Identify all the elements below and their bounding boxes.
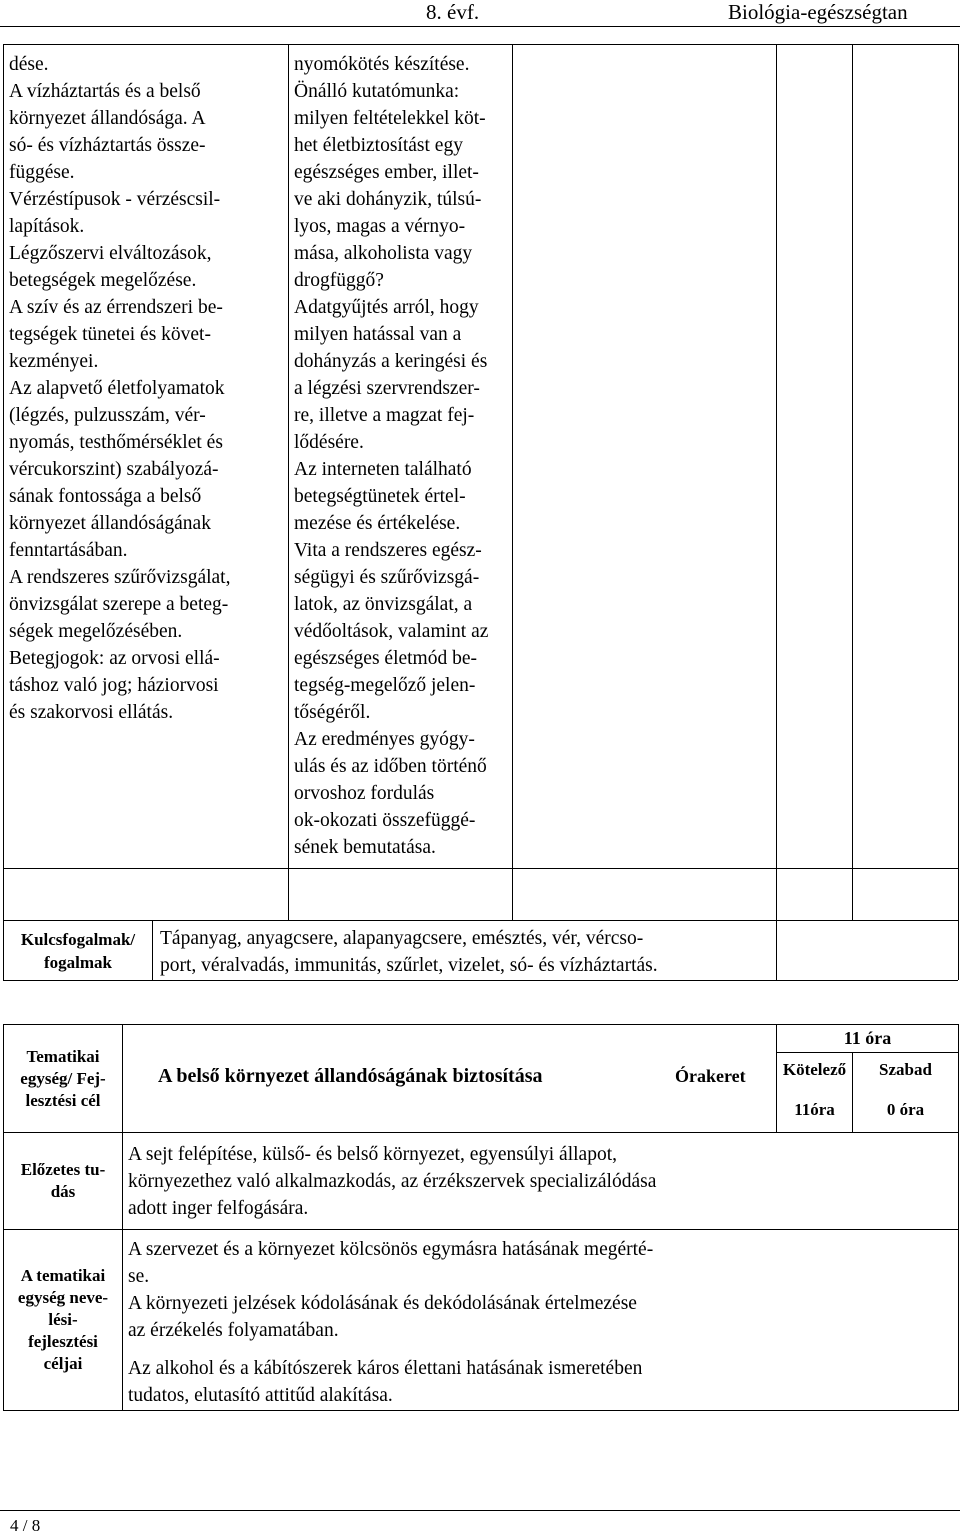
hours-label: Órakeret	[675, 1066, 746, 1086]
prior-knowledge-text: A sejt felépítése, külső- és belső környezet, egyensúlyi állapot, környezethez való alkalmazkodás, az érzékszervek specializálódása adott inger felfogására.	[128, 1144, 657, 1219]
goals-label: A tematikai egység neve- lési- fejlesztési céljai	[17, 1266, 109, 1373]
free-label: Szabad	[879, 1060, 932, 1079]
keywords-label: Kulcsfogalmak/ fogalmak	[20, 929, 136, 972]
mandatory-label: Kötelező	[782, 1060, 847, 1079]
goal-paragraph-2-line-1: A környezeti jelzések kódolásának és dekódolásának értelmezése	[128, 1293, 637, 1314]
mandatory-value: 11óra	[794, 1100, 835, 1119]
total-hours: 11 óra	[843, 1028, 892, 1048]
page-number: 4 / 8	[10, 1516, 41, 1535]
unit-title: A belső környezet állandóságának biztosítása	[158, 1065, 543, 1087]
header-subject: Biológia-egészségtan	[728, 0, 908, 24]
header-rule	[0, 26, 960, 27]
unit-label: Tematikai egység/ Fej- lesztési cél	[20, 1046, 106, 1110]
footer-rule	[0, 1510, 960, 1511]
free-value: 0 óra	[886, 1100, 925, 1119]
activities-column: nyomókötés készítése. Önálló kutatómunka: milyen feltételekkel köt- het életbiztosítást egy egészséges ember, illet- ve aki dohányzik, túlsú- lyos, magas a vérnyo- mása, alkoholista vagy drogfüggő? Adatgyűjtés arról, hogy milyen hatással van a dohányzás a keringési és a légzési szervrendszer- re, illetve a magzat fej- lődésére. Az interneten található betegségtünetek értel- mezése és értékelése. Vita a rendszeres egész- ségügyi és szűrővizsgá- latok, az önvizsgálat, a védőoltások, valamint az egészséges életmód be- tegség-megelőző jelen- tőségéről. Az eredményes gyógy- ulás és az időben történő orvoshoz fordulás ok-okozati összefüggé- sének bemutatása.	[294, 54, 489, 858]
header-grade: 8. évf.	[426, 0, 480, 24]
goal-paragraph-1-line-2: se.	[128, 1266, 150, 1287]
goal-paragraph-3-line-2: tudatos, elutasító attitűd alakítása.	[128, 1385, 393, 1406]
goal-paragraph-2-line-2: az érzékelés folyamatában.	[128, 1320, 339, 1341]
goal-paragraph-3-line-1: Az alkohol és a kábítószerek káros élettani hatásának ismeretében	[128, 1358, 643, 1379]
topics-column: dése. A vízháztartás és a belső környezet állandósága. A só- és vízháztartás össze- függése. Vérzéstípusok - vérzéscsil- lapítások. Légzőszervi elváltozások, betegségek megelőzése. A szív és az érrendszeri be- tegségek tünetei és követ- kezményei. Az alapvető életfolyamatok (légzés, pulzusszám, vér- nyomás, testhőmérséklet és vércukorszint) szabályozá- sának fontossága a belső környezet állandóságának fenntartásában. A rendszeres szűrővizsgálat, önvizsgálat szerepe a beteg- ségek megelőzésében. Betegjogok: az orvosi ellá- táshoz való jog; háziorvosi és szakorvosi ellátás.	[9, 54, 231, 723]
goals-text	[128, 1236, 954, 1409]
keywords-text: Tápanyag, anyagcsere, alapanyagcsere, emésztés, vér, vércso- port, véralvadás, immunitás, szűrlet, vizelet, só- és vízháztartás.	[160, 928, 658, 976]
prior-knowledge-label: Előzetes tu- dás	[20, 1160, 106, 1201]
goal-paragraph-1-line-1: A szervezet és a környezet kölcsönös egymásra hatásának megérté-	[128, 1239, 654, 1260]
